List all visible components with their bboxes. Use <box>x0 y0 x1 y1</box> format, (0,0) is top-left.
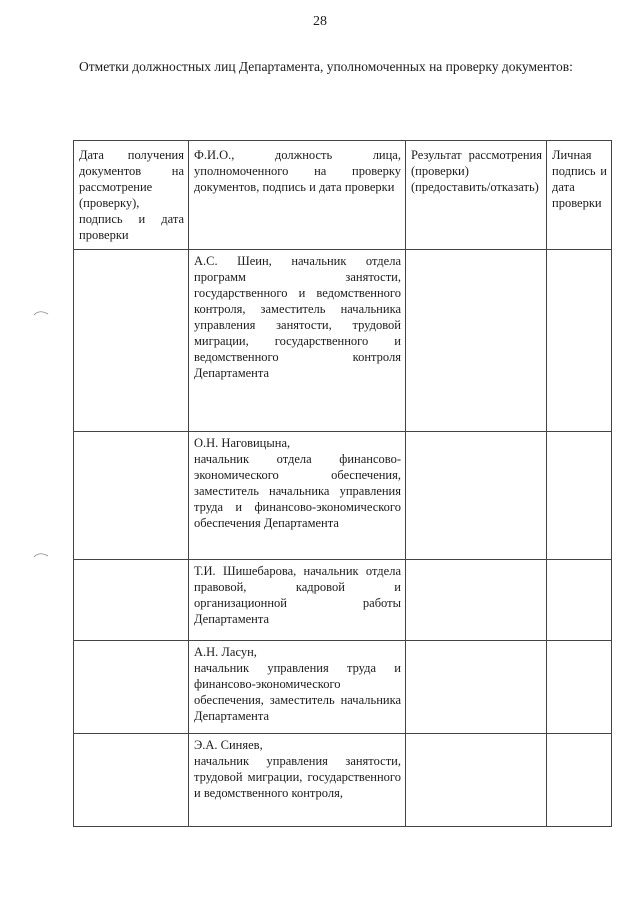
date-cell <box>74 432 189 560</box>
page-number: 28 <box>313 14 327 29</box>
scan-mark <box>33 552 49 558</box>
header-result: Результат рассмотрения (проверки) (предоставить/отказать) <box>406 141 547 250</box>
signature-cell <box>547 641 612 734</box>
date-cell <box>74 560 189 641</box>
intro-paragraph: Отметки должностных лиц Департамента, уполномоченных на проверку документов: <box>79 59 573 74</box>
header-person: Ф.И.О., должность лица, уполномоченного на проверку документов, подпись и дата проверки <box>189 141 406 250</box>
document-check-table <box>73 140 612 827</box>
result-cell <box>406 432 547 560</box>
signature-cell <box>547 734 612 827</box>
signature-cell <box>547 432 612 560</box>
result-cell <box>406 734 547 827</box>
table-row <box>74 560 612 641</box>
date-cell <box>74 250 189 432</box>
person-cell: А.Н. Ласун, начальник управления труда и финансово-экономического обеспечения, заместитель начальника Департамента <box>189 641 406 734</box>
person-cell: О.Н. Наговицына, начальник отдела финансово-экономического обеспечения, заместитель начальника управления труда и финансово-экономического обеспечения Департамента <box>189 432 406 560</box>
result-cell <box>406 641 547 734</box>
date-cell <box>74 641 189 734</box>
scan-mark <box>33 310 49 316</box>
table-row <box>74 432 612 560</box>
signature-cell <box>547 250 612 432</box>
table-row <box>74 734 612 827</box>
result-cell <box>406 560 547 641</box>
person-cell: А.С. Шеин, начальник отдела программ занятости, государственного и ведомственного контроля, заместитель начальника управления занятости, трудовой миграции, государственного и ведомственного контроля Департамента <box>189 250 406 432</box>
date-cell <box>74 734 189 827</box>
person-cell: Э.А. Синяев, начальник управления занятости, трудовой миграции, государственного и ведомственного контроля, <box>189 734 406 827</box>
table-header-row <box>74 141 612 250</box>
signature-cell <box>547 560 612 641</box>
header-date: Дата получения документов на рассмотрение (проверку), подпись и дата проверки <box>74 141 189 250</box>
header-signature: Личная подпись и дата проверки <box>547 141 612 250</box>
table-row <box>74 250 612 432</box>
person-cell: Т.И. Шишебарова, начальник отдела правовой, кадровой и организационной работы Департамента <box>189 560 406 641</box>
result-cell <box>406 250 547 432</box>
table-row <box>74 641 612 734</box>
